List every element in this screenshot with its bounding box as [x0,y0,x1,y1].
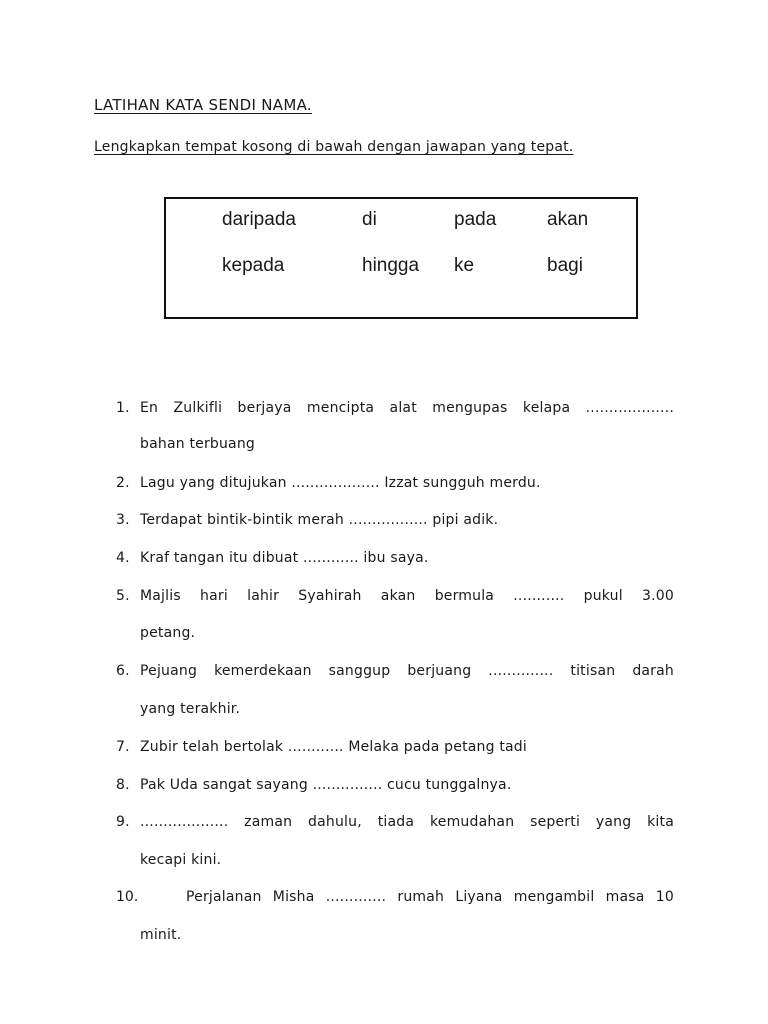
question-number: 5. [116,588,130,604]
question-text: Terdapat bintik-bintik merah ................. pipi adik. [140,512,499,528]
word-bank-item: akan [547,209,589,230]
question-text: Kraf tangan itu dibuat ............ ibu saya. [140,550,429,566]
word-bank-item: daripada [222,209,296,230]
question-number: 4. [116,550,130,566]
question-text-continued: minit. [140,927,182,943]
question-text: Lagu yang ditujukan ................... Izzat sungguh merdu. [140,475,541,491]
word-bank-item: pada [454,209,497,230]
worksheet-title: LATIHAN KATA SENDI NAMA. [94,96,312,114]
word-bank-item: ke [454,255,475,276]
word-bank-item: hingga [362,255,420,276]
word-bank-item: bagi [547,255,583,276]
word-bank-item: di [362,209,377,230]
question-text: Zubir telah bertolak ............ Melaka pada petang tadi [140,739,527,755]
question-number: 2. [116,475,130,491]
question-text: Majlis hari lahir Syahirah akan bermula ........... pukul 3.00 [140,588,674,604]
question-text: Pak Uda sangat sayang ............... cucu tunggalnya. [140,777,512,793]
question-number: 8. [116,777,130,793]
question-text: Perjalanan Misha ............. rumah Liyana mengambil masa 10 [186,889,674,905]
question-number: 3. [116,512,130,528]
word-bank-item: kepada [222,255,285,276]
word-bank-box [164,197,638,319]
question-number: 10. [116,889,139,905]
instruction-text: Lengkapkan tempat kosong di bawah dengan jawapan yang tepat. [94,139,574,155]
question-text-continued: petang. [140,625,196,641]
question-text: En Zulkifli berjaya mencipta alat mengupas kelapa ................... [140,400,674,416]
question-number: 6. [116,663,130,679]
question-text-continued: kecapi kini. [140,852,222,868]
question-text: ................... zaman dahulu, tiada kemudahan seperti yang kita [140,814,674,830]
question-text-continued: yang terakhir. [140,701,241,717]
question-number: 1. [116,400,130,416]
question-text-continued: bahan terbuang [140,436,255,452]
question-number: 9. [116,814,130,830]
question-text: Pejuang kemerdekaan sanggup berjuang .............. titisan darah [140,663,674,679]
question-number: 7. [116,739,130,755]
